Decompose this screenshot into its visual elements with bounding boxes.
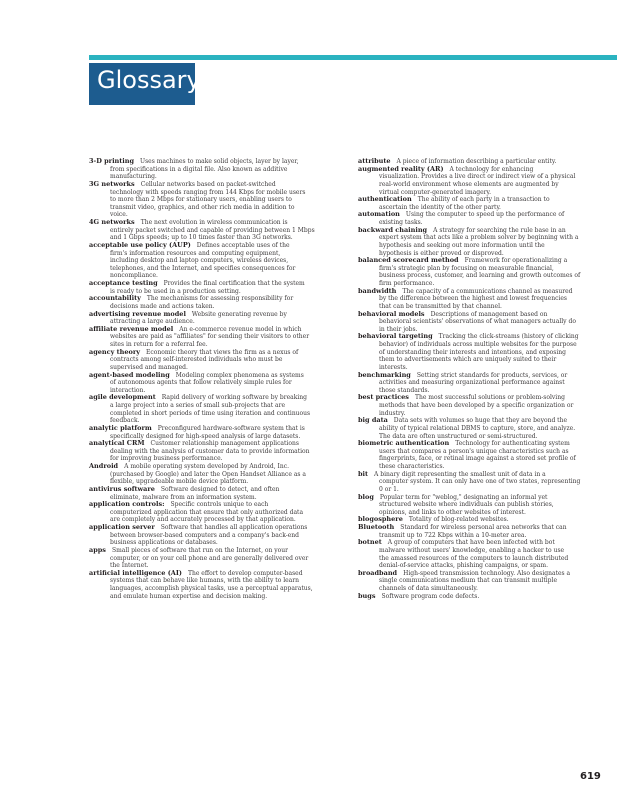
page-title: Glossary	[97, 66, 201, 94]
glossary-definition-line: is ready to be used in a production setting.	[110, 287, 241, 295]
glossary-definition-line: interests.	[379, 363, 408, 371]
glossary-definition-line: A piece of information describing a particular entity.	[396, 158, 557, 165]
glossary-entry	[89, 349, 341, 372]
glossary-term: bugs	[358, 591, 376, 600]
glossary-entry	[89, 547, 341, 570]
glossary-definition-line: hypothesis is either proved or disproved.	[379, 249, 504, 257]
glossary-term: authentication	[358, 195, 412, 204]
glossary-term: blog	[358, 492, 374, 501]
glossary-term: analytic platform	[89, 423, 152, 432]
glossary-definition-line: virtual computer-generated imagery.	[379, 188, 491, 196]
glossary-definition-line: opinions, and links to other websites of interest.	[379, 508, 526, 516]
glossary-entry	[358, 539, 612, 570]
glossary-definition-line: firm's information resources and computing equipment,	[110, 249, 281, 257]
glossary-term: blogosphere	[358, 515, 403, 524]
glossary-definition-line: firm's strategic plan by focusing on measurable financial,	[379, 264, 554, 272]
glossary-entry	[358, 196, 612, 211]
glossary-term: balanced scorecard method	[358, 256, 459, 265]
glossary-term: analytical CRM	[89, 439, 145, 448]
glossary-definition-line: languages, accomplish physical tasks, use a perceptual apparatus,	[110, 585, 313, 592]
glossary-term: best practices	[358, 393, 409, 402]
glossary-definition-line: Data sets with volumes so huge that they are beyond the	[393, 417, 568, 425]
glossary-definition-line: The data are often unstructured or semi-structured.	[379, 432, 538, 440]
glossary-entry	[89, 311, 341, 326]
glossary-definition-line: these characteristics.	[379, 463, 445, 470]
glossary-entry	[358, 570, 612, 593]
glossary-term: behavioral targeting	[358, 332, 433, 341]
glossary-definition-line: Technology for authenticating system	[455, 440, 570, 448]
glossary-definition-line: hypothesis and seeking out more information until the	[379, 241, 545, 249]
glossary-definition-line: A group of computers that have been infected with bot	[387, 539, 555, 547]
glossary-definition-line: Modeling complex phenomena as systems	[175, 371, 304, 379]
glossary-entry	[89, 570, 341, 601]
glossary-definition-line: sites in return for a referral fee.	[110, 341, 208, 348]
glossary-entry	[358, 417, 612, 440]
glossary-entry	[358, 440, 612, 471]
glossary-term: benchmarking	[358, 370, 411, 379]
glossary-definition-line: structured website where individuals can publish stories,	[379, 501, 554, 509]
glossary-entry	[89, 501, 341, 524]
glossary-entry	[358, 372, 612, 395]
glossary-definition-line: specifically designed for high-speed analysis of large datasets.	[110, 432, 301, 440]
glossary-entry	[358, 524, 612, 539]
glossary-definition-line: The most successful solutions or problem-solving	[414, 394, 565, 402]
glossary-definition-line: and 1 Gbps speeds; up to 10 times faster than 3G networks.	[110, 234, 293, 242]
glossary-definition-line: Tracking the click-streams (history of clicking	[438, 333, 579, 341]
header-accent-rule	[89, 55, 617, 60]
glossary-definition-line: denial-of-service attacks, phishing campaigns, or spam.	[379, 562, 548, 570]
glossary-term: agent-based modeling	[89, 370, 170, 379]
glossary-title-banner	[89, 63, 201, 105]
glossary-definition-line: flexible, upgradeable mobile device platform.	[110, 478, 249, 486]
glossary-entry	[89, 463, 341, 486]
glossary-term: botnet	[358, 538, 382, 547]
glossary-definition-line: Preconfigured hardware-software system that is	[157, 424, 305, 432]
glossary-definition-line: Software program code defects.	[381, 592, 480, 600]
glossary-definition-line: activities and measuring organizational performance against	[379, 379, 565, 387]
glossary-entry	[358, 494, 612, 517]
glossary-definition-line: Software designed to detect, and often	[160, 485, 280, 493]
glossary-entry	[89, 372, 341, 395]
glossary-term: big data	[358, 416, 388, 425]
glossary-definition-line: transmit up to 722 Kbps within a 10-meter area.	[379, 531, 527, 539]
glossary-definition-line: voice.	[110, 211, 128, 219]
glossary-definition-line: that can be transmitted by that channel.	[379, 302, 502, 310]
glossary-definition-line: business process, customer, and learning and growth outcomes of	[379, 272, 581, 280]
glossary-term: affiliate revenue model	[89, 324, 174, 333]
glossary-definition-line: The effort to develop computer-based	[187, 569, 303, 577]
glossary-definition-line: malware without users' knowledge, enabling a hacker to use	[379, 546, 565, 554]
glossary-definition-line: supervised and managed.	[110, 363, 188, 371]
glossary-definition-line: fingerprints, face, or retinal image against a stored set profile of	[379, 455, 576, 463]
glossary-definition-line: behavioral scientists' observations of what managers actually do	[379, 318, 576, 326]
glossary-entry	[89, 326, 341, 349]
glossary-entry	[89, 219, 341, 242]
glossary-definition-line: real-world environment whose elements are augmented by	[379, 180, 559, 188]
glossary-definition-line: Framework for operationalizing a	[464, 257, 568, 265]
glossary-term: acceptance testing	[89, 279, 158, 287]
glossary-term: behavioral models	[358, 309, 425, 318]
glossary-entry	[358, 311, 612, 334]
glossary-definition-line: (purchased by Google) and later the Open Handset Alliance as a	[110, 470, 306, 478]
glossary-definition-line: A binary digit representing the smallest unit of data in a	[374, 470, 546, 478]
glossary-definition-line: Economic theory that views the firm as a nexus of	[146, 348, 299, 356]
glossary-entry	[89, 394, 341, 425]
glossary-definition-line: of autonomous agents that follow relatively simple rules for	[110, 379, 292, 387]
glossary-definition-line: existing tasks.	[379, 219, 423, 226]
glossary-definition-line: websites are paid as "affiliates" for sending their visitors to other	[110, 333, 310, 341]
glossary-term: automation	[358, 210, 400, 219]
glossary-definition-line: and emulate human expertise and decision making.	[110, 592, 268, 600]
glossary-definition-line: visualization. Provides a live direct or indirect view of a physical	[379, 173, 576, 181]
glossary-definition-line: expert system that acts like a problem solver by beginning with a	[379, 234, 579, 242]
glossary-definition-line: between browser-based computers and a company's back-end	[110, 531, 300, 539]
glossary-definition-line: by the difference between the highest and lowest frequencies	[379, 295, 568, 303]
glossary-definition-line: Cellular networks based on packet-switched	[140, 180, 276, 188]
glossary-definition-line: systems that can behave like humans, with the ability to learn	[110, 577, 299, 585]
glossary-definition-line: technology with speeds ranging from 144 Kbps for mobile users	[110, 188, 306, 196]
glossary-term: augmented reality (AR)	[358, 164, 444, 173]
glossary-definition-line: Website generating revenue by	[191, 310, 287, 318]
glossary-definition-line: computer, or on your cell phone and are generally delivered over	[110, 554, 309, 562]
glossary-definition-line: Small pieces of software that run on the Internet, on your	[111, 546, 289, 554]
glossary-definition-line: Using the computer to speed up the performance of	[405, 211, 565, 219]
glossary-definition-line: industry.	[379, 409, 406, 417]
glossary-term: application controls:	[89, 500, 165, 509]
glossary-column-right	[358, 158, 612, 600]
glossary-definition-line: are completely and accurately processed by that application.	[110, 516, 296, 524]
glossary-term: artificial intelligence (AI)	[89, 568, 182, 577]
glossary-definition-line: Specific controls unique to each	[170, 501, 269, 509]
glossary-definition-line: the amassed resources of the computers to launch distributed	[379, 554, 569, 562]
glossary-definition-line: Customer relationship management applications	[150, 440, 299, 448]
glossary-definition-line: Provides the final certification that the system	[163, 280, 305, 287]
glossary-term: bit	[358, 469, 369, 478]
glossary-definition-line: for improving business performance.	[110, 455, 223, 463]
glossary-definition-line: contracts among self-interested individuals who must be	[110, 356, 283, 364]
glossary-definition-line: The next evolution in wireless communication is	[140, 219, 288, 226]
glossary-term: broadband	[358, 568, 398, 577]
glossary-definition-line: interaction.	[110, 386, 146, 394]
glossary-definition-line: Standard for wireless personal area networks that can	[400, 524, 567, 531]
glossary-definition-line: of understanding their interests and intentions, and exposing	[379, 348, 566, 356]
glossary-entry	[89, 158, 341, 181]
glossary-entry	[358, 333, 612, 371]
glossary-entry	[89, 486, 341, 501]
glossary-entry	[89, 280, 341, 295]
glossary-definition-line: single communications medium that can transmit multiple	[379, 577, 557, 585]
glossary-term: agency theory	[89, 347, 141, 356]
glossary-term: antivirus software	[89, 484, 155, 493]
glossary-definition-line: dealing with the analysis of customer data to provide information	[110, 447, 310, 455]
glossary-definition-line: Defines acceptable uses of the	[196, 241, 290, 249]
glossary-definition-line: The mechanisms for assessing responsibility for	[146, 295, 294, 303]
glossary-entry	[358, 257, 612, 288]
glossary-term: backward chaining	[358, 225, 428, 234]
glossary-definition-line: a large project into a series of small sub-projects that are	[110, 402, 286, 409]
glossary-definition-line: ascertain the identity of the other party.	[379, 203, 501, 211]
glossary-definition-line: Software that handles all application operations	[160, 524, 308, 531]
glossary-entry	[89, 425, 341, 440]
glossary-definition-line: in their jobs.	[379, 325, 418, 333]
glossary-term: Android	[89, 462, 119, 470]
glossary-definition-line: An e-commerce revenue model in which	[179, 325, 302, 333]
glossary-definition-line: The capacity of a communications channel as measured	[402, 287, 573, 295]
glossary-definition-line: channels of data simultaneously.	[379, 585, 478, 592]
glossary-definition-line: feedback.	[110, 417, 140, 425]
glossary-definition-line: from specifications in a digital file. Also known as additive	[110, 165, 288, 173]
glossary-definition-line: A mobile operating system developed by Android, Inc.	[124, 463, 290, 470]
glossary-definition-line: 0 or 1.	[379, 485, 399, 493]
glossary-entry	[89, 181, 341, 219]
glossary-term: attribute	[358, 157, 391, 165]
glossary-definition-line: firm performance.	[379, 280, 435, 287]
glossary-term: 3-D printing	[89, 157, 135, 165]
glossary-column-left	[89, 158, 341, 600]
glossary-term: acceptable use policy (AUP)	[89, 240, 191, 249]
glossary-definition-line: telephones, and the Internet, and specifies consequences for	[110, 264, 296, 272]
glossary-definition-line: Descriptions of management based on	[430, 310, 548, 318]
glossary-definition-line: decisions made and actions taken.	[110, 302, 215, 310]
glossary-definition-line: manufacturing.	[110, 173, 157, 181]
glossary-definition-line: to more than 2 Mbps for stationary users, enabling users to	[110, 196, 292, 204]
glossary-definition-line: High-speed transmission technology. Also designates a	[403, 569, 571, 577]
glossary-term: accountability	[89, 294, 141, 303]
glossary-term: apps	[89, 545, 106, 554]
glossary-definition-line: them to advertisements which are uniquely suited to their	[379, 356, 557, 364]
glossary-entry	[358, 227, 612, 258]
glossary-entry	[358, 394, 612, 417]
glossary-definition-line: Popular term for "weblog," designating an informal yet	[379, 493, 548, 501]
glossary-entry	[358, 516, 612, 524]
glossary-term: application server	[89, 523, 155, 531]
glossary-entry	[358, 166, 612, 197]
glossary-entry	[89, 242, 341, 280]
glossary-definition-line: business applications or databases.	[110, 539, 218, 547]
glossary-definition-line: including desktop and laptop computers, wireless devices,	[110, 257, 289, 265]
glossary-definition-line: Totality of blog-related websites.	[408, 516, 509, 524]
glossary-term: advertising revenue model	[89, 309, 186, 318]
glossary-term: 3G networks	[89, 179, 135, 188]
glossary-entry	[89, 440, 341, 463]
glossary-definition-line: noncompliance.	[110, 272, 158, 280]
glossary-term: Bluetooth	[358, 523, 395, 531]
glossary-definition-line: transmit video, graphics, and other rich media in addition to	[110, 203, 295, 211]
glossary-entry	[358, 471, 612, 494]
glossary-entry	[358, 593, 612, 601]
glossary-entry	[358, 211, 612, 226]
glossary-definition-line: completed in short periods of time using iteration and continuous	[110, 409, 311, 417]
glossary-definition-line: behavior) of individuals across multiple websites for the purpose	[379, 341, 577, 348]
glossary-term: biometric authentication	[358, 439, 450, 448]
glossary-definition-line: the Internet.	[110, 562, 149, 570]
glossary-definition-line: computer system. It can only have one of two states, representing	[379, 478, 581, 486]
glossary-definition-line: users that compares a person's unique characteristics such as	[379, 447, 569, 455]
glossary-definition-line: entirely packet switched and capable of providing between 1 Mbps	[110, 226, 315, 234]
glossary-definition-line: A strategy for searching the rule base in an	[433, 226, 566, 234]
glossary-definition-line: those standards.	[379, 386, 430, 394]
glossary-term: 4G networks	[89, 218, 135, 226]
page-number: 619	[580, 771, 601, 782]
glossary-entry	[89, 295, 341, 310]
glossary-term: agile development	[89, 393, 156, 402]
glossary-entry	[358, 288, 612, 311]
glossary-definition-line: ability of typical relational DBMS to capture, store, and analyze.	[379, 424, 576, 432]
glossary-definition-line: computerized application that ensure that only authorized data	[110, 508, 304, 516]
glossary-definition-line: attracting a large audience.	[110, 318, 195, 326]
glossary-definition-line: Uses machines to make solid objects, layer by layer,	[140, 158, 299, 165]
glossary-definition-line: A technology for enhancing	[449, 165, 534, 173]
glossary-term: bandwidth	[358, 286, 397, 295]
glossary-entry	[89, 524, 341, 547]
glossary-definition-line: The ability of each party in a transaction to	[417, 196, 550, 204]
glossary-definition-line: Setting strict standards for products, services, or	[416, 371, 568, 379]
glossary-definition-line: eliminate, malware from an information system.	[110, 493, 257, 501]
glossary-definition-line: methods that have been developed by a specific organization or	[379, 402, 574, 409]
glossary-definition-line: Rapid delivery of working software by breaking	[161, 394, 307, 402]
